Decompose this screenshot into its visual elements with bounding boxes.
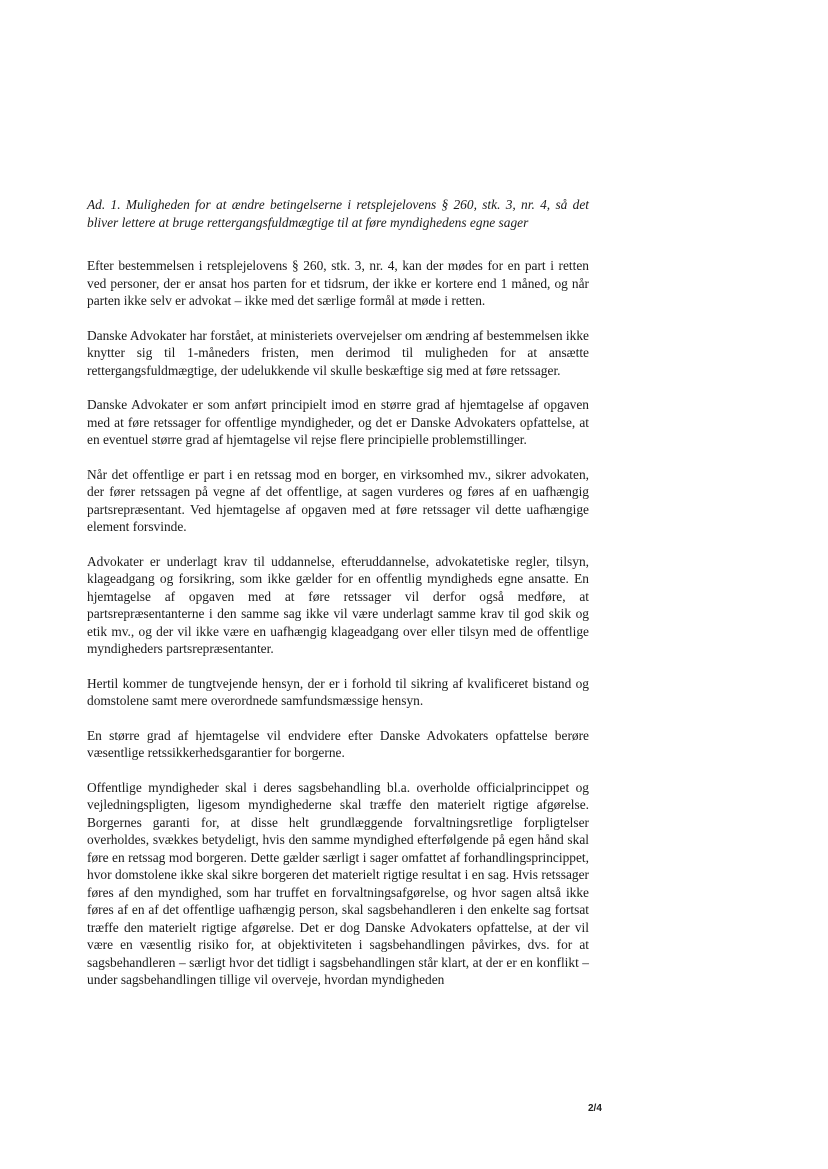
document-body [87, 196, 589, 1006]
page-number: 2/4 [588, 1103, 602, 1114]
paragraph-6: Hertil kommer de tungtvejende hensyn, der er i forhold til sikring af kvalificeret bistand og domstolene samt mere overordnede samfundsmæssige hensyn. [87, 675, 589, 708]
paragraph-1: Efter bestemmelsen i retsplejelovens § 260, stk. 3, nr. 4, kan der mødes for en part i retten ved personer, der er ansat hos parten for et tidsrum, der ikke er kortere end 1 måned, og når parten ikke selv er advokat – ikke med det særlige formål at møde i retten. [87, 258, 589, 308]
section-heading: Ad. 1. Muligheden for at ændre betingelserne i retsplejelovens § 260, stk. 3, nr. 4, så det bliver lettere at bruge rettergangsfuldmægtige til at føre myndighedens egne sager [87, 197, 589, 230]
paragraph-5: Advokater er underlagt krav til uddannelse, efteruddannelse, advokatetiske regler, tilsyn, klageadgang og forsikring, som ikke gælder for en offentlig myndigheds egne ansatte. En hjemtagelse af opgaven med at føre retssager vil derfor også medføre, at partsrepræsentanterne i den samme sag ikke vil være underlagt samme krav til god skik og etik mv., og der vil ikke være en uafhængig klageadgang over eller tilsyn med de offentlige myndigheders partsrepræsentanter. [87, 553, 589, 656]
paragraph-3: Danske Advokater er som anført principielt imod en større grad af hjemtagelse af opgaven med at føre retssager for offentlige myndigheder, og det er Danske Advokaters opfattelse, at en eventuel større grad af hjemtagelse vil rejse flere principielle problemstillinger. [87, 397, 589, 447]
paragraph-2: Danske Advokater har forstået, at ministeriets overvejelser om ændring af bestemmelsen ikke knytter sig til 1-måneders fristen, men derimod til muligheden for at ansætte rettergangsfuldmægtige, der udelukkende vil skulle beskæftige sig med at føre retssager. [87, 327, 589, 378]
paragraph-7: En større grad af hjemtagelse vil endvidere efter Danske Advokaters opfattelse berøre væsentlige retssikkerhedsgarantier for borgerne. [87, 727, 589, 760]
paragraph-4: Når det offentlige er part i en retssag mod en borger, en virksomhed mv., sikrer advokaten, der fører retssagen på vegne af det offentlige, at sagen vurderes og føres af en uafhængig partsrepræsentant. Ved hjemtagelse af opgaven med at føre retssager vil dette uafhængige element forsvinde. [87, 466, 589, 534]
paragraph-8: Offentlige myndigheder skal i deres sagsbehandling bl.a. overholde officialprincippet og vejledningspligten, ligesom myndighederne skal træffe den materielt rigtige afgørelse. Borgernes garanti for, at disse helt grundlæggende forvaltningsretlige forpligtelser overholdes, svækkes betydeligt, hvis den samme myndighed efterfølgende på egen hånd skal føre en retssag mod borgeren. Dette gælder særligt i sager omfattet af forhandlingsprincippet, hvor domstolene ikke skal sikre borgeren det materielt rigtige resultat i en sag. Hvis retssager føres af den myndighed, som har truffet en forvaltningsafgørelse, og hvor sagen altså ikke føres af en af det offentlige uafhængig person, skal sagsbehandleren i den enkelte sag fortsat træffe den materielt rigtige afgørelse. Det er dog Danske Advokaters opfattelse, at der vil være en væsentlig risiko for, at objektiviteten i sagsbehandlingen påvirkes, dvs. for at sagsbehandleren – særligt hvor det tidligt i sagsbehandlingen står klart, at der er en konflikt – under sagsbehandlingen tillige vil overveje, hvordan myndigheden [87, 779, 589, 987]
